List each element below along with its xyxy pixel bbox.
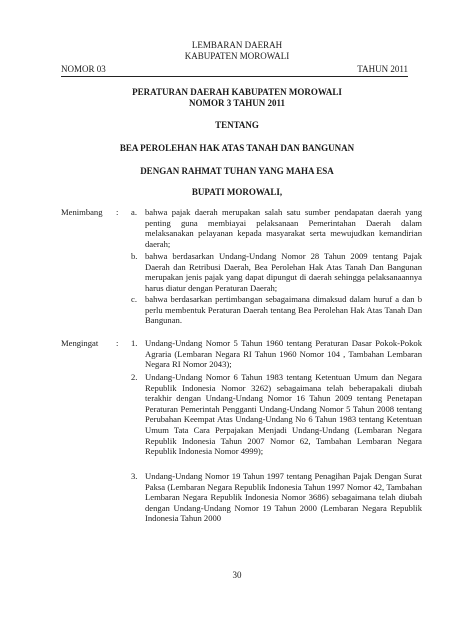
regulation-title: PERATURAN DAERAH KABUPATEN MOROWALI [132, 87, 342, 97]
menimbang-colon: : [116, 207, 119, 217]
gazette-number-row [61, 64, 408, 76]
regulation-number: NOMOR 3 TAHUN 2011 [189, 98, 285, 108]
header-divider [61, 76, 408, 77]
gazette-title: LEMBARAN DAERAH [191, 40, 283, 50]
item-marker: a. [131, 207, 137, 217]
item-text: Undang-Undang Nomor 6 Tahun 1983 tentang Ketentuan Umum dan Negara Republik Indonesia Nomor 3262) sebagaimana telah beberapakali diubah terakhir dengan Undang-Undang Nomor 16 Tahun 2009 tentang Penetapan Peraturan Pemerintah Pengganti Undang-Undang Nomor 5 Tahun 2008 tentang Perubahan Keempat Atas Undang-Undang No 6 Tahun 1983 tentang Ketentuan Umum Tata Cara Perpajakan Menjadi Undang-Undang (Lembaran Negara Republik Indonesia Tahun 2007 Nomor 62, Tambahan Lembaran Negara Republik Indonesia Nomor 4999); [145, 372, 422, 457]
item-text: Undang-Undang Nomor 19 Tahun 1997 tentang Penagihan Pajak Dengan Surat Paksa (Lembaran Negara Republik Indonesia Tahun 1997 Nomor 42, Tambahan Lembaran Negara Republik Indonesia Nomor 3686) sebagaimana telah diubah dengan Undang-Undang Nomor 19 Tahun 2000 (Lembaran Negara Republik Indonesia Tahun 2000 [145, 471, 422, 524]
page-number: 30 [232, 570, 242, 580]
item-text: bahwa berdasarkan Undang-Undang Nomor 28 Tahun 2009 tentang Pajak Daerah dan Retribusi Daerah, Bea Perolehan Hak Atas Tanah Dan Bangunan merupakan jenis pajak yang dapat dipungut di daerah sehingga pelaksanaannya harus diatur dengan Peraturan Daerah; [145, 251, 422, 293]
item-marker: b. [131, 251, 138, 261]
item-text: bahwa pajak daerah merupakan salah satu sumber pendapatan daerah yang penting guna membiayai pelaksanaan Pemerintahan Daerah dalam melaksanakan pelayanan kepada masyarakat serta mewujudkan kemandirian daerah; [145, 207, 422, 249]
item-marker: 2. [131, 372, 138, 382]
gazette-subtitle: KABUPATEN MOROWALI [184, 51, 290, 61]
mengingat-colon: : [116, 338, 119, 348]
mengingat-label: Mengingat [61, 338, 99, 348]
regulation-subject: BEA PEROLEHAN HAK ATAS TANAH DAN BANGUNAN [119, 143, 355, 153]
invocation: DENGAN RAHMAT TUHAN YANG MAHA ESA [140, 166, 334, 176]
item-marker: 3. [131, 471, 138, 481]
item-marker: c. [131, 294, 137, 304]
menimbang-label: Menimbang [61, 207, 103, 217]
item-text: bahwa berdasarkan pertimbangan sebagaimana dimaksud dalam huruf a dan b perlu membentuk Peraturan Daerah tentang Bea Perolehan Hak Atas Tanah Dan Bangunan. [145, 294, 422, 326]
gazette-number: NOMOR 03 [61, 64, 106, 74]
item-marker: 1. [131, 338, 138, 348]
about-heading: TENTANG [215, 120, 259, 130]
item-text: Undang-Undang Nomor 5 Tahun 1960 tentang Peraturan Dasar Pokok-Pokok Agraria (Lembaran Negara RI Tahun 1960 Nomor 104 , Tambahan Lembaran Negara RI Nomor 2043); [145, 338, 422, 370]
gazette-year: TAHUN 2011 [357, 64, 408, 74]
regent-heading: BUPATI MOROWALI, [191, 187, 283, 197]
